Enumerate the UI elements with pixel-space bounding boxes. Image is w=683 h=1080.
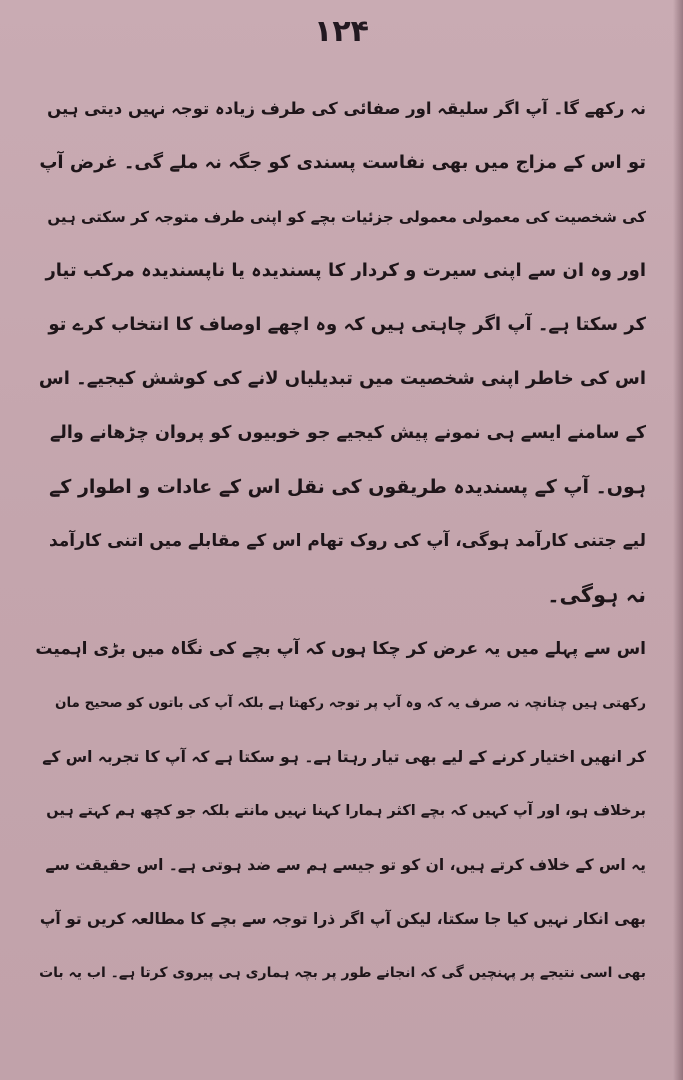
text-line: برخلاف ہو، اور آپ کہیں کہ بچے اکثر ہمارا کہنا نہیں مانتے بلکہ جو کچھ ہم کہتے ہیں (46, 803, 646, 819)
text-line: نہ ہوگی۔ (547, 583, 646, 607)
text-line: نہ رکھے گا۔ آپ اگر سلیقہ اور صفائی کی طرف زیادہ توجہ نہیں دیتی ہیں (47, 99, 646, 118)
text-line: اس کی خاطر اپنی شخصیت میں تبدیلیاں لانے کی کوشش کیجیے۔ اس (38, 368, 646, 389)
text-line: کی شخصیت کی معمولی معمولی جزئیات بچے کو اپنی طرف متوجہ کر سکتی ہیں (47, 208, 646, 226)
text-line: کر سکتا ہے۔ آپ اگر چاہتی ہیں کہ وہ اچھے اوصاف کا انتخاب کرے تو (48, 314, 646, 335)
text-line: بھی انکار نہیں کیا جا سکتا، لیکن آپ اگر ذرا توجہ سے بچے کا مطالعہ کریں تو آپ (39, 910, 646, 928)
page-edge-shadow (673, 0, 683, 1080)
paragraph-1 (34, 82, 646, 622)
paragraph-2 (34, 622, 646, 1000)
text-line: لیے جتنی کارآمد ہوگی، آپ کی روک تھام اس کے مقابلے میں اتنی کارآمد (48, 531, 646, 551)
text-line: یہ اس کے خلاف کرتے ہیں، ان کو تو جیسے ہم سے ضد ہوتی ہے۔ اس حقیقت سے (45, 856, 646, 874)
text-line: کر انھیں اختیار کرنے کے لیے بھی تیار رہتا ہے۔ ہو سکتا ہے کہ آپ کا تجربہ اس کے (42, 748, 646, 766)
text-line: رکھتی ہیں چنانچہ نہ صرف یہ کہ وہ آپ پر توجہ رکھتا ہے بلکہ آپ کی باتوں کو صحیح مان (54, 695, 646, 711)
text-line: اس سے پہلے میں یہ عرض کر چکا ہوں کہ آپ بچے کی نگاہ میں بڑی اہمیت (35, 639, 646, 659)
text-line: بھی اسی نتیجے پر پہنچیں گی کہ انجانے طور پر بچہ ہماری ہی پیروی کرتا ہے۔ اب یہ بات (39, 965, 646, 981)
text-line: ہوں۔ آپ کے پسندیدہ طریقوں کی نقل اس کے عادات و اطوار کے (49, 476, 646, 498)
text-line: اور وہ ان سے اپنی سیرت و کردار کا پسندیدہ یا ناپسندیدہ مرکب تیار (45, 260, 646, 281)
text-line: تو اس کے مزاج میں بھی نفاست پسندی کو جگہ نہ ملے گی۔ غرض آپ (39, 152, 646, 173)
text-line: کے سامنے ایسے ہی نمونے پیش کیجیے جو خوبیوں کو پروان چڑھانے والے (50, 423, 646, 443)
page-number: ۱۲۴ (314, 14, 369, 49)
